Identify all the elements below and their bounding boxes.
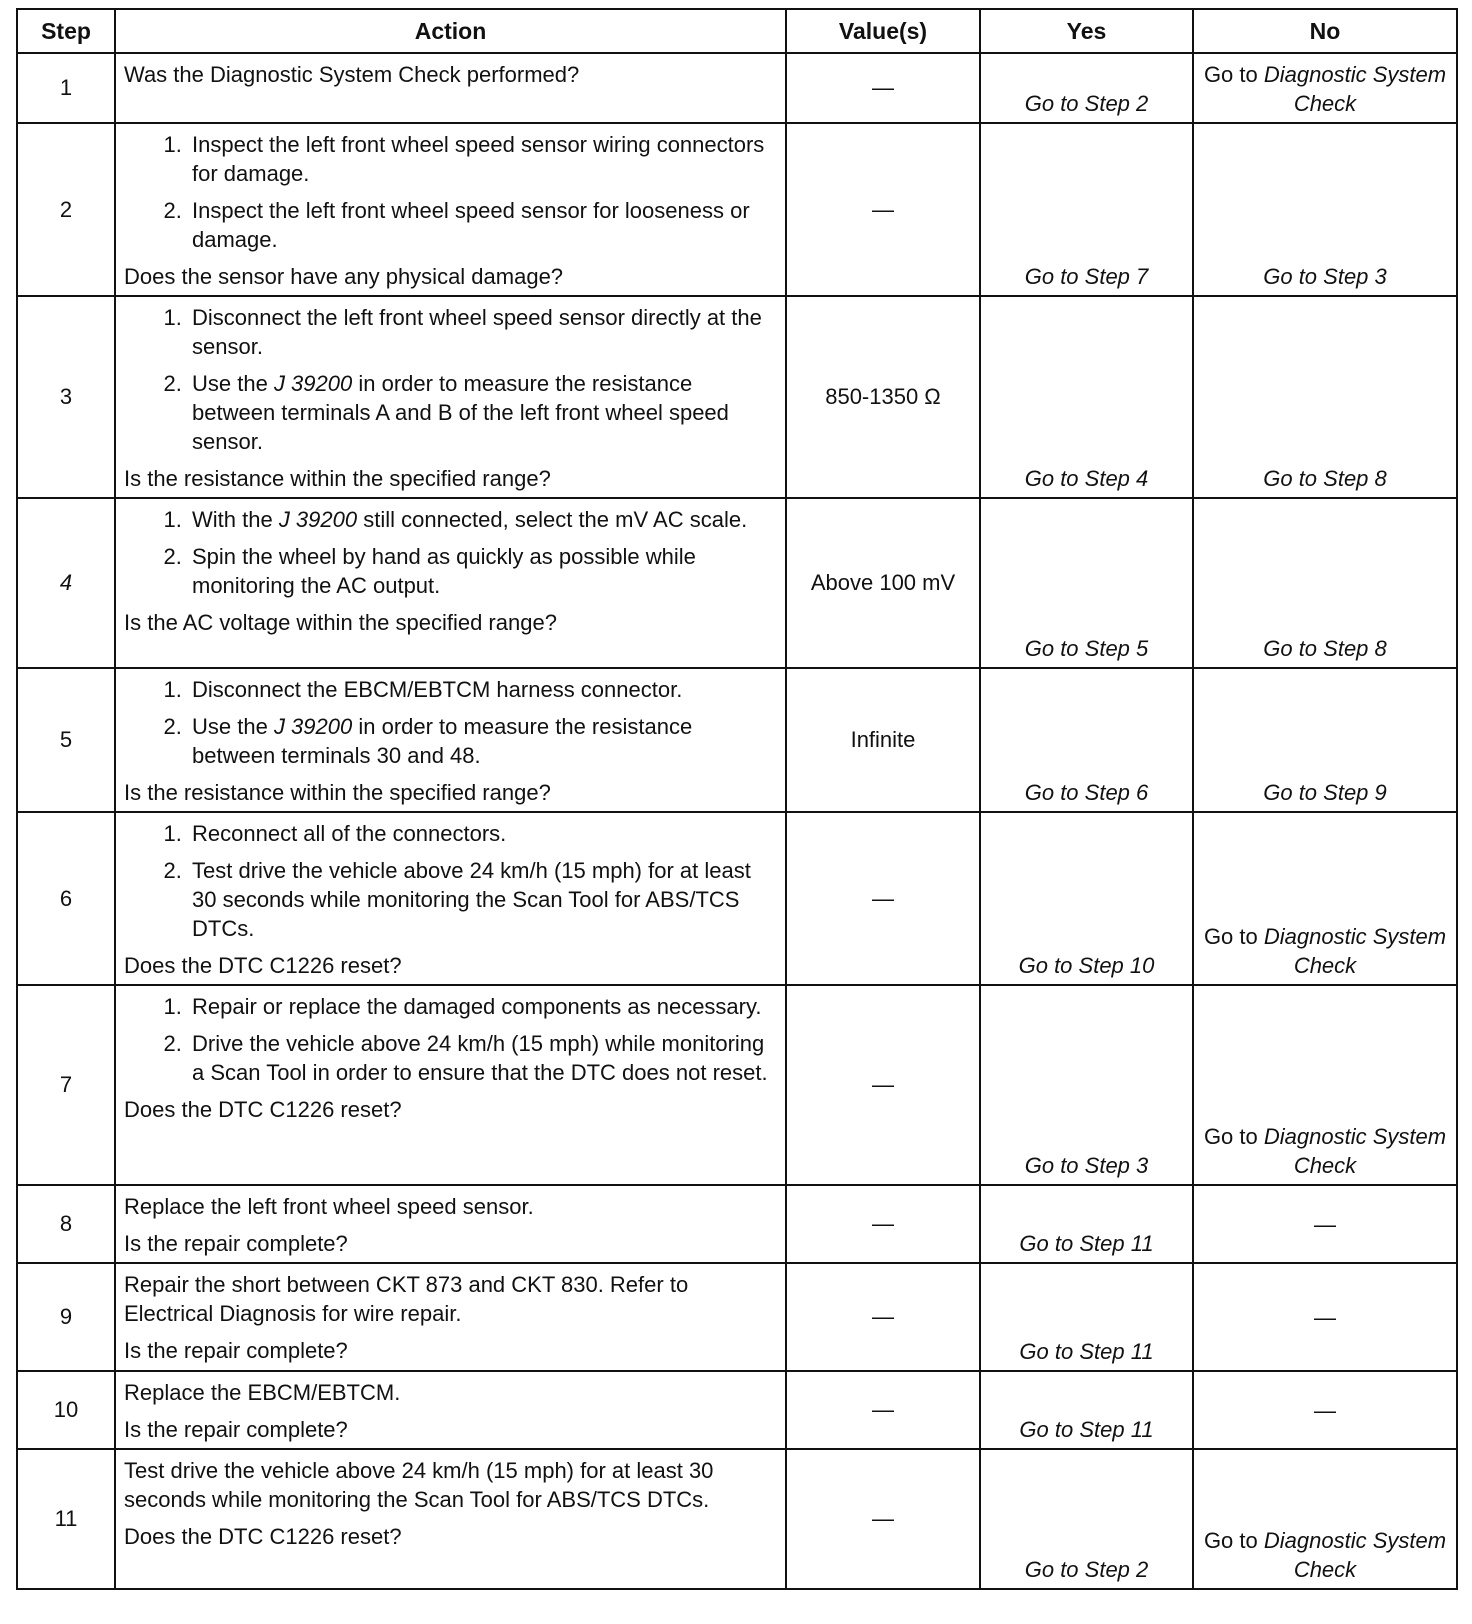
no-link: Diagnostic System Check	[1263, 62, 1447, 116]
action-list	[124, 505, 775, 600]
step-number: 7	[17, 985, 115, 1185]
action-cell	[115, 1185, 786, 1263]
yes-cell	[980, 1371, 1193, 1449]
yes-cell	[980, 1449, 1193, 1589]
action-cell	[115, 812, 786, 985]
action-item: 1. Inspect the left front wheel speed sensor wiring connectors for damage.	[188, 130, 775, 188]
action-list	[124, 819, 775, 943]
no-link: Diagnostic System Check	[1263, 924, 1447, 978]
value-cell: —	[786, 1449, 980, 1589]
no-link: Diagnostic System Check	[1263, 1124, 1447, 1178]
step-number: 4	[17, 498, 115, 668]
step-number: 5	[17, 668, 115, 812]
step-number: 8	[17, 1185, 115, 1263]
action-question: Is the resistance within the specified range?	[124, 466, 551, 491]
action-question: Is the repair complete?	[124, 1338, 348, 1363]
tool-name: J 39200	[278, 507, 358, 532]
no-prefix: Go to	[1203, 62, 1258, 87]
step-number: 1	[17, 53, 115, 123]
no-cell	[1193, 668, 1457, 812]
yes-cell	[980, 985, 1193, 1185]
no-prefix: Go to	[1203, 924, 1258, 949]
header-row	[17, 9, 1457, 53]
yes-link: Go to Step 11	[1019, 1231, 1154, 1256]
value-cell: Above 100 mV	[786, 498, 980, 668]
yes-cell	[980, 812, 1193, 985]
action-text: in order to measure the resistance between terminals 30 and 48.	[192, 714, 693, 768]
table-row	[17, 296, 1457, 498]
no-link: Go to Step 9	[1263, 780, 1387, 805]
no-cell: —	[1193, 1263, 1457, 1371]
no-cell	[1193, 812, 1457, 985]
tool-name: J 39200	[273, 714, 353, 739]
no-cell	[1193, 1449, 1457, 1589]
header-no: No	[1193, 9, 1457, 53]
action-question: Does the DTC C1226 reset?	[124, 1097, 402, 1122]
action-text: Use the	[192, 714, 274, 739]
action-list	[124, 992, 775, 1087]
action-question: Does the DTC C1226 reset?	[124, 953, 402, 978]
no-cell	[1193, 985, 1457, 1185]
action-question: Was the Diagnostic System Check performed?	[124, 62, 580, 87]
table-row	[17, 985, 1457, 1185]
yes-link: Go to Step 11	[1019, 1339, 1154, 1364]
action-item	[188, 369, 775, 456]
action-text: Replace the EBCM/EBTCM.	[124, 1380, 401, 1405]
no-cell: —	[1193, 1371, 1457, 1449]
action-question: Does the sensor have any physical damage?	[124, 264, 564, 289]
table-row	[17, 1263, 1457, 1371]
step-number: 9	[17, 1263, 115, 1371]
value-cell: —	[786, 1371, 980, 1449]
value-cell: —	[786, 1185, 980, 1263]
action-text: still connected, select the mV AC scale.	[357, 507, 748, 532]
yes-cell	[980, 53, 1193, 123]
no-cell: —	[1193, 1185, 1457, 1263]
table-row	[17, 123, 1457, 296]
action-question: Is the repair complete?	[124, 1417, 348, 1442]
header-step: Step	[17, 9, 115, 53]
action-item: 2. Inspect the left front wheel speed sensor for looseness or damage.	[188, 196, 775, 254]
step-number: 3	[17, 296, 115, 498]
action-item: 1. Disconnect the EBCM/EBTCM harness connector.	[188, 675, 775, 704]
header-action: Action	[115, 9, 786, 53]
step-number: 2	[17, 123, 115, 296]
table-row	[17, 668, 1457, 812]
step-number: 6	[17, 812, 115, 985]
action-item: 2. Test drive the vehicle above 24 km/h (15 mph) for at least 30 seconds while monitoring the Scan Tool for ABS/TCS DTCs.	[188, 856, 775, 943]
yes-link: Go to Step 5	[1024, 636, 1149, 661]
no-link: Go to Step 8	[1263, 636, 1387, 661]
table-row	[17, 498, 1457, 668]
yes-cell	[980, 668, 1193, 812]
action-question: Is the AC voltage within the specified range?	[124, 610, 557, 635]
no-cell	[1193, 123, 1457, 296]
action-item: 2. Spin the wheel by hand as quickly as possible while monitoring the AC output.	[188, 542, 775, 600]
action-question: Is the repair complete?	[124, 1231, 348, 1256]
yes-cell	[980, 296, 1193, 498]
yes-link: Go to Step 2	[1024, 1557, 1149, 1582]
value-cell: Infinite	[786, 668, 980, 812]
action-cell	[115, 1449, 786, 1589]
action-item: 1. Disconnect the left front wheel speed sensor directly at the sensor.	[188, 303, 775, 361]
action-item	[188, 712, 775, 770]
action-item: 1. Reconnect all of the connectors.	[188, 819, 775, 848]
no-cell	[1193, 498, 1457, 668]
no-cell	[1193, 53, 1457, 123]
value-cell: —	[786, 985, 980, 1185]
yes-link: Go to Step 2	[1024, 91, 1149, 116]
action-text: With the	[192, 507, 279, 532]
action-text: in order to measure the resistance between terminals A and B of the left front wheel speed sensor.	[192, 371, 729, 454]
action-text: Test drive the vehicle above 24 km/h (15 mph) for at least 30 seconds while monitoring the Scan Tool for ABS/TCS DTCs.	[124, 1458, 714, 1512]
action-cell	[115, 53, 786, 123]
no-link: Diagnostic System Check	[1263, 1528, 1447, 1582]
action-item	[188, 505, 775, 534]
action-cell	[115, 1263, 786, 1371]
step-number: 11	[17, 1449, 115, 1589]
action-list	[124, 303, 775, 456]
action-list	[124, 130, 775, 254]
diagnostic-table	[16, 8, 1458, 1590]
yes-link: Go to Step 6	[1024, 780, 1149, 805]
action-cell	[115, 1371, 786, 1449]
header-values: Value(s)	[786, 9, 980, 53]
no-link: Go to Step 3	[1263, 264, 1387, 289]
action-list	[124, 675, 775, 770]
value-cell: —	[786, 123, 980, 296]
yes-link: Go to Step 10	[1018, 953, 1155, 978]
table-row	[17, 1185, 1457, 1263]
action-cell	[115, 296, 786, 498]
action-item: 1. Repair or replace the damaged components as necessary.	[188, 992, 775, 1021]
yes-link: Go to Step 3	[1024, 1153, 1149, 1178]
yes-cell	[980, 123, 1193, 296]
action-text: Use the	[192, 371, 274, 396]
no-link: Go to Step 8	[1263, 466, 1387, 491]
table-row	[17, 812, 1457, 985]
yes-cell	[980, 1185, 1193, 1263]
action-cell	[115, 668, 786, 812]
action-question: Is the resistance within the specified range?	[124, 780, 551, 805]
yes-link: Go to Step 4	[1024, 466, 1149, 491]
action-cell	[115, 985, 786, 1185]
no-prefix: Go to	[1203, 1124, 1258, 1149]
value-cell: —	[786, 1263, 980, 1371]
value-cell: —	[786, 53, 980, 123]
yes-link: Go to Step 7	[1024, 264, 1149, 289]
no-prefix: Go to	[1203, 1528, 1258, 1553]
action-text: Repair the short between CKT 873 and CKT 830. Refer to Electrical Diagnosis for wire repair.	[124, 1272, 689, 1326]
value-cell: 850-1350 Ω	[786, 296, 980, 498]
action-cell	[115, 498, 786, 668]
action-question: Does the DTC C1226 reset?	[124, 1524, 402, 1549]
action-text: Replace the left front wheel speed sensor.	[124, 1194, 534, 1219]
yes-link: Go to Step 11	[1019, 1417, 1154, 1442]
yes-cell	[980, 1263, 1193, 1371]
table-row	[17, 1449, 1457, 1589]
tool-name: J 39200	[273, 371, 353, 396]
table-row	[17, 1371, 1457, 1449]
table-row	[17, 53, 1457, 123]
no-cell	[1193, 296, 1457, 498]
action-cell	[115, 123, 786, 296]
value-cell: —	[786, 812, 980, 985]
step-number: 10	[17, 1371, 115, 1449]
action-item: 2. Drive the vehicle above 24 km/h (15 mph) while monitoring a Scan Tool in order to ensure that the DTC does not reset.	[188, 1029, 775, 1087]
header-yes: Yes	[980, 9, 1193, 53]
yes-cell	[980, 498, 1193, 668]
